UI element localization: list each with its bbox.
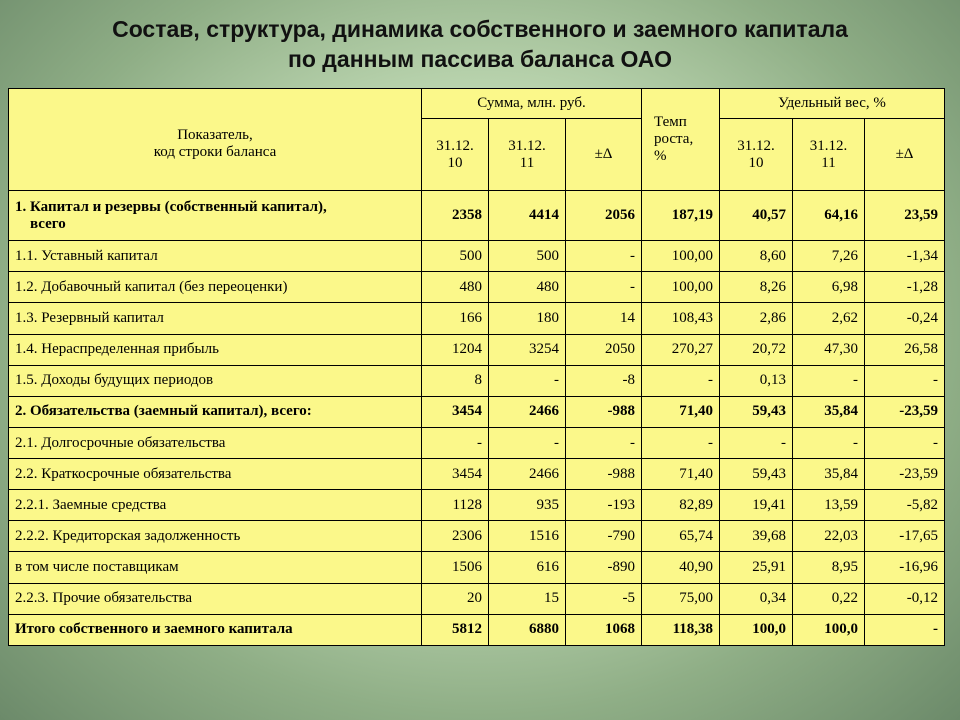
header-date-2011: 31.12. 11: [489, 119, 566, 191]
row-value: -: [793, 365, 865, 396]
header-date-2010: 31.12. 10: [422, 119, 489, 191]
row-value: 2050: [566, 334, 642, 365]
table-row: [9, 583, 945, 614]
row-label: 1.5. Доходы будущих периодов: [9, 365, 422, 396]
row-value: 2306: [422, 521, 489, 552]
row-value: 1516: [489, 521, 566, 552]
header-growth: Темп роста, %: [642, 89, 720, 191]
row-label: 2.2.1. Заемные средства: [9, 490, 422, 521]
row-value: 15: [489, 583, 566, 614]
row-value: 166: [422, 303, 489, 334]
row-value: -: [865, 365, 945, 396]
row-value: 108,43: [642, 303, 720, 334]
row-value: 1068: [566, 614, 642, 645]
row-value: 6,98: [793, 272, 865, 303]
row-value: 25,91: [720, 552, 793, 583]
row-value: 180: [489, 303, 566, 334]
row-value: 2358: [422, 191, 489, 241]
row-value: 0,13: [720, 365, 793, 396]
row-value: 1204: [422, 334, 489, 365]
row-value: -: [642, 365, 720, 396]
title-line-2: по данным пассива баланса ОАО: [287, 46, 673, 72]
row-label: в том числе поставщикам: [9, 552, 422, 583]
row-value: 64,16: [793, 191, 865, 241]
table-row: [9, 191, 945, 241]
row-value: 100,0: [720, 614, 793, 645]
header-share-date-2010: 31.12. 10: [720, 119, 793, 191]
row-value: 935: [489, 490, 566, 521]
row-label: 1.3. Резервный капитал: [9, 303, 422, 334]
row-value: 2,86: [720, 303, 793, 334]
row-value: 35,84: [793, 396, 865, 427]
row-value: 8,60: [720, 241, 793, 272]
row-value: 71,40: [642, 459, 720, 490]
row-value: 7,26: [793, 241, 865, 272]
row-value: -988: [566, 459, 642, 490]
row-value: 2466: [489, 396, 566, 427]
title-line-1: Состав, структура, динамика собственного и заемного капитала: [112, 16, 848, 42]
table-row: [9, 427, 945, 458]
row-value: 59,43: [720, 396, 793, 427]
row-value: -890: [566, 552, 642, 583]
row-value: -17,65: [865, 521, 945, 552]
row-value: 6880: [489, 614, 566, 645]
header-share-delta: ±Δ: [865, 119, 945, 191]
row-value: -790: [566, 521, 642, 552]
capital-table: [8, 88, 945, 646]
row-value: 1506: [422, 552, 489, 583]
row-value: 1128: [422, 490, 489, 521]
row-label: Итого собственного и заемного капитала: [9, 614, 422, 645]
row-value: 40,57: [720, 191, 793, 241]
row-value: 20: [422, 583, 489, 614]
header-share-date-2011: 31.12. 11: [793, 119, 865, 191]
row-value: -: [865, 427, 945, 458]
row-value: 59,43: [720, 459, 793, 490]
row-value: -: [566, 272, 642, 303]
row-value: -: [489, 365, 566, 396]
row-value: 26,58: [865, 334, 945, 365]
table-row: [9, 334, 945, 365]
row-value: 100,00: [642, 272, 720, 303]
row-value: -: [793, 427, 865, 458]
row-value: -: [865, 614, 945, 645]
row-label: 1. Капитал и резервы (собственный капитал), всего: [9, 191, 422, 241]
row-value: 20,72: [720, 334, 793, 365]
header-share-group: Удельный вес, %: [720, 89, 945, 119]
table-row: [9, 552, 945, 583]
row-value: 82,89: [642, 490, 720, 521]
row-value: -: [720, 427, 793, 458]
row-value: 71,40: [642, 396, 720, 427]
row-value: 100,00: [642, 241, 720, 272]
row-value: 2466: [489, 459, 566, 490]
row-value: 0,22: [793, 583, 865, 614]
row-value: 8,26: [720, 272, 793, 303]
row-value: -: [566, 241, 642, 272]
row-label: 1.4. Нераспределенная прибыль: [9, 334, 422, 365]
row-value: 2,62: [793, 303, 865, 334]
row-label: 1.2. Добавочный капитал (без переоценки): [9, 272, 422, 303]
row-value: 14: [566, 303, 642, 334]
row-value: 187,19: [642, 191, 720, 241]
row-label: 1.1. Уставный капитал: [9, 241, 422, 272]
row-value: -193: [566, 490, 642, 521]
row-value: 39,68: [720, 521, 793, 552]
row-value: 0,34: [720, 583, 793, 614]
row-value: 19,41: [720, 490, 793, 521]
row-label: 2.1. Долгосрочные обязательства: [9, 427, 422, 458]
row-value: 480: [422, 272, 489, 303]
row-value: -1,28: [865, 272, 945, 303]
row-value: 100,0: [793, 614, 865, 645]
row-value: -5: [566, 583, 642, 614]
row-value: 65,74: [642, 521, 720, 552]
row-value: -0,12: [865, 583, 945, 614]
row-value: 22,03: [793, 521, 865, 552]
row-label: 2.2. Краткосрочные обязательства: [9, 459, 422, 490]
row-value: 480: [489, 272, 566, 303]
row-label: 2. Обязательства (заемный капитал), всего:: [9, 396, 422, 427]
table-row: [9, 521, 945, 552]
header-sum-group: Сумма, млн. руб.: [422, 89, 642, 119]
row-value: 500: [489, 241, 566, 272]
table-row: [9, 365, 945, 396]
row-value: 2056: [566, 191, 642, 241]
row-value: 500: [422, 241, 489, 272]
row-value: 75,00: [642, 583, 720, 614]
row-value: 13,59: [793, 490, 865, 521]
row-value: 616: [489, 552, 566, 583]
row-value: -: [642, 427, 720, 458]
row-value: 4414: [489, 191, 566, 241]
row-value: 5812: [422, 614, 489, 645]
row-value: -23,59: [865, 396, 945, 427]
row-value: 3454: [422, 396, 489, 427]
row-value: -: [422, 427, 489, 458]
row-value: 8: [422, 365, 489, 396]
row-value: -0,24: [865, 303, 945, 334]
row-value: 35,84: [793, 459, 865, 490]
row-value: 3254: [489, 334, 566, 365]
row-value: -8: [566, 365, 642, 396]
row-value: -5,82: [865, 490, 945, 521]
table-body: [9, 191, 945, 646]
row-value: 23,59: [865, 191, 945, 241]
row-value: 47,30: [793, 334, 865, 365]
row-value: -: [489, 427, 566, 458]
page-title: [0, 14, 960, 74]
row-value: -1,34: [865, 241, 945, 272]
table-row: [9, 396, 945, 427]
table-row: [9, 241, 945, 272]
row-value: -23,59: [865, 459, 945, 490]
table-row: [9, 303, 945, 334]
row-value: 118,38: [642, 614, 720, 645]
row-value: -: [566, 427, 642, 458]
row-value: -988: [566, 396, 642, 427]
header-indicator: Показатель, код строки баланса: [9, 89, 422, 191]
row-label: 2.2.2. Кредиторская задолженность: [9, 521, 422, 552]
table-row: [9, 490, 945, 521]
row-value: -16,96: [865, 552, 945, 583]
row-value: 40,90: [642, 552, 720, 583]
row-label: 2.2.3. Прочие обязательства: [9, 583, 422, 614]
header-delta: ±Δ: [566, 119, 642, 191]
row-value: 3454: [422, 459, 489, 490]
row-value: 270,27: [642, 334, 720, 365]
table-row: [9, 459, 945, 490]
table-row: [9, 272, 945, 303]
table-row: [9, 614, 945, 645]
row-value: 8,95: [793, 552, 865, 583]
